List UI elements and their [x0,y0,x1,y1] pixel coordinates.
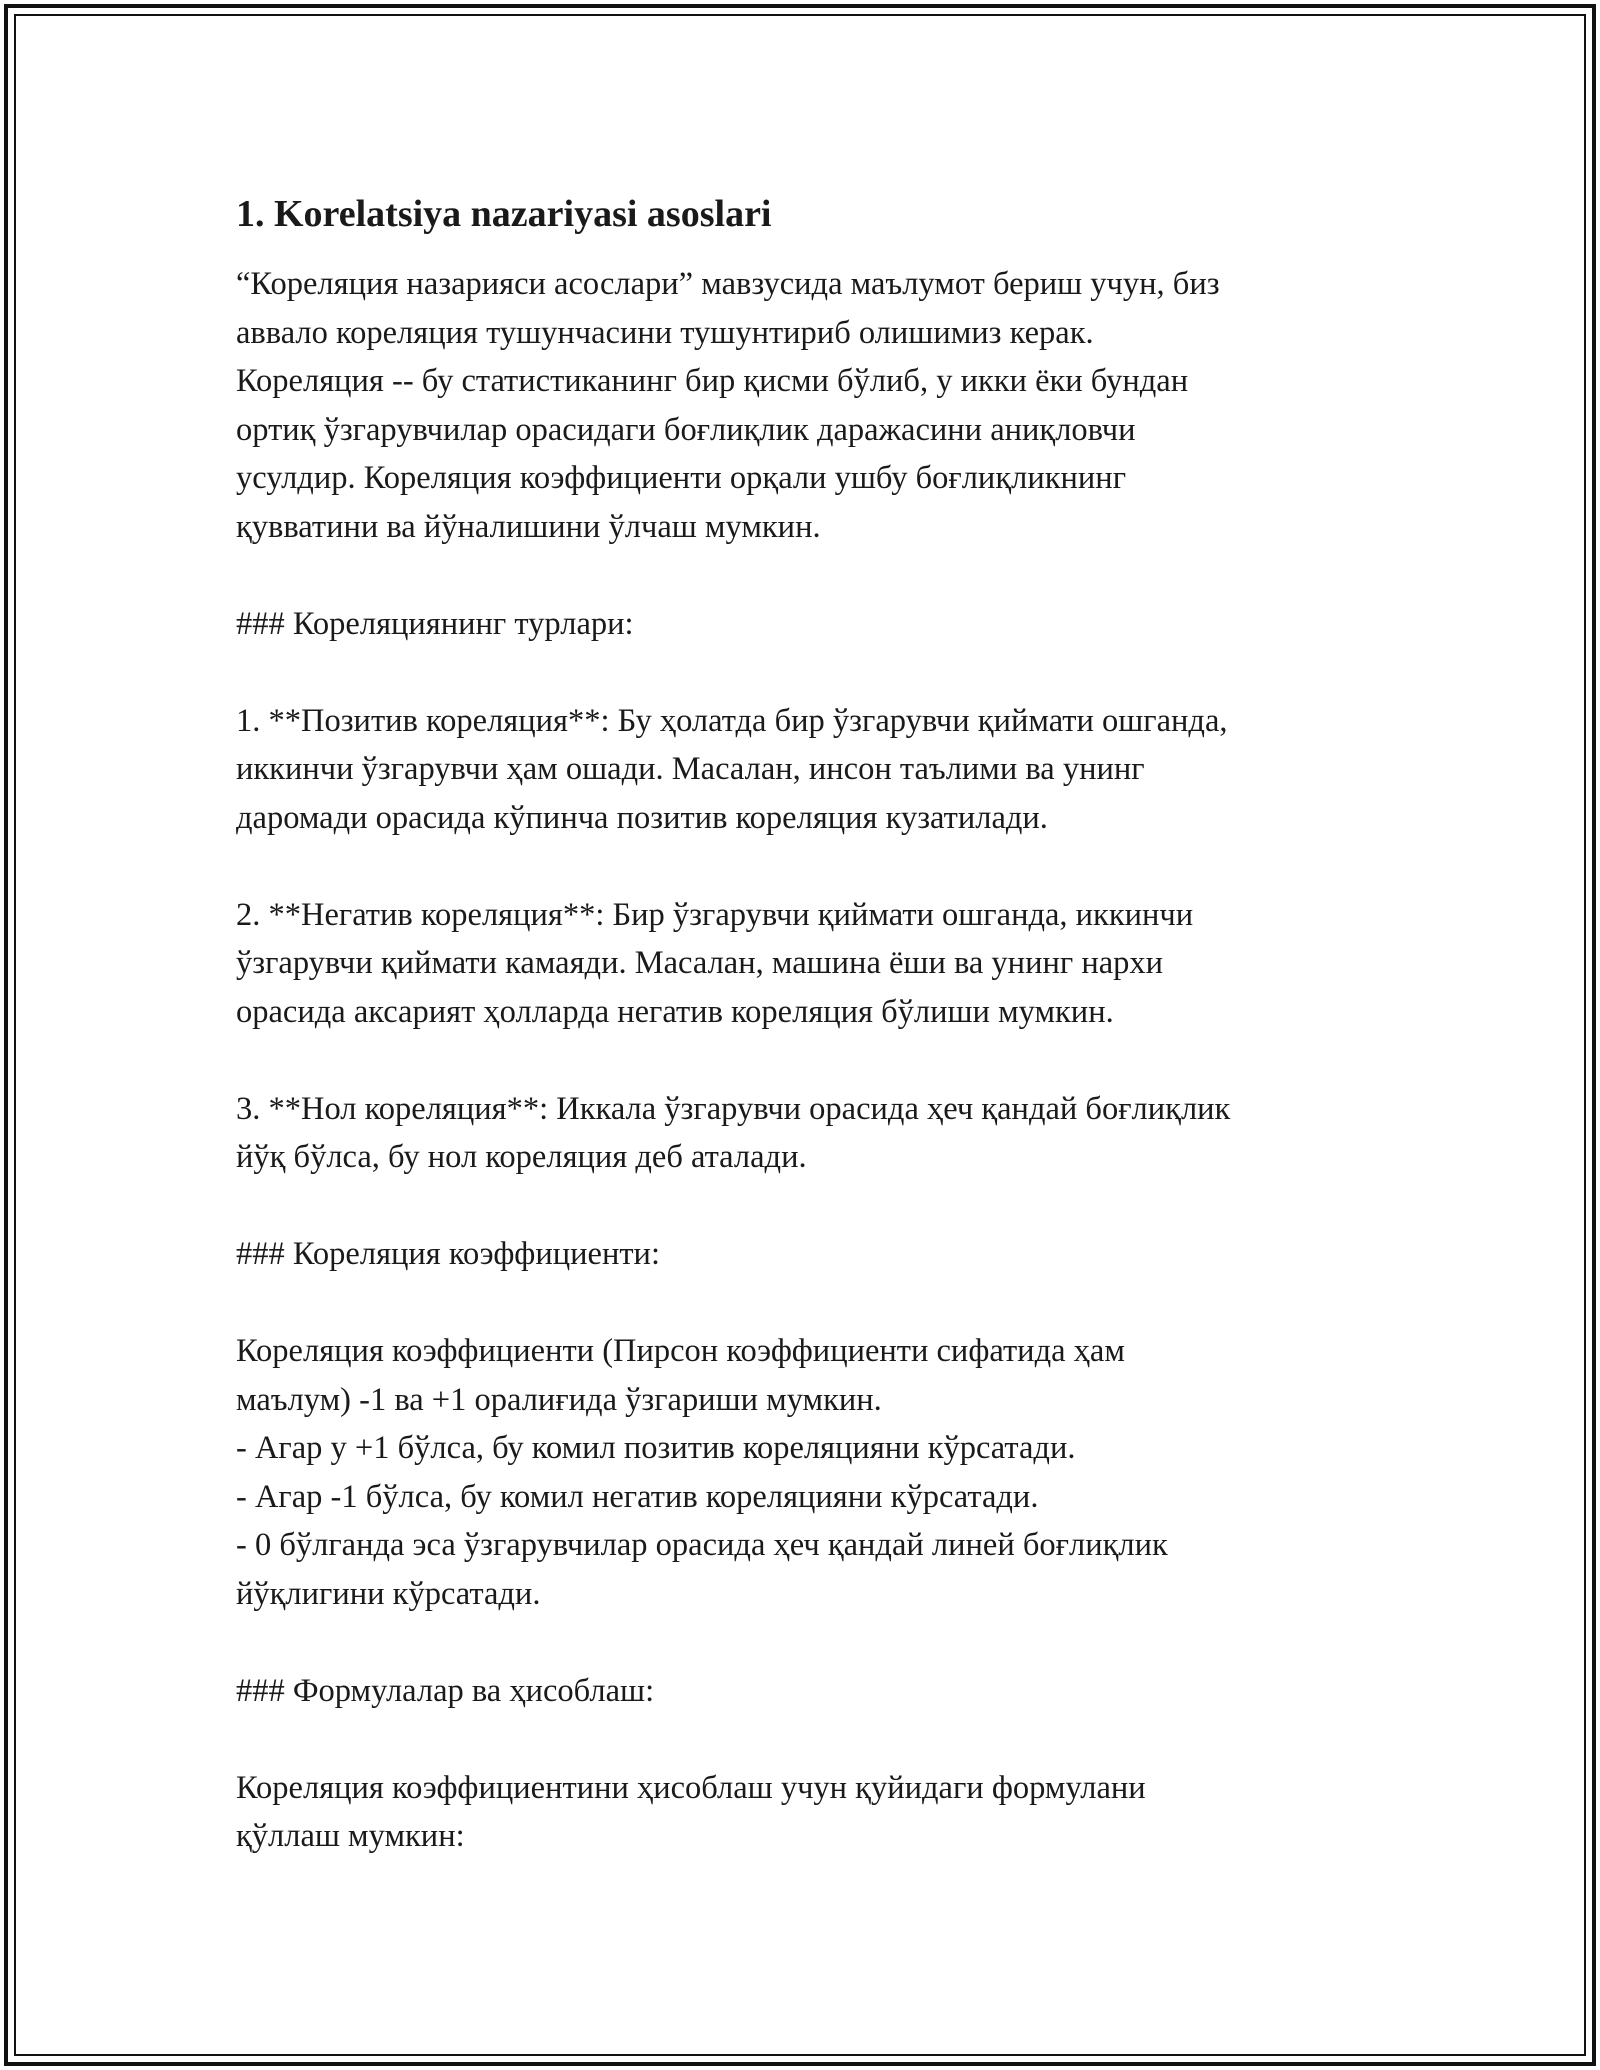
heading-correlation-coefficient: ### Кореляция коэффициенти: [236,1236,660,1272]
formulas-line: қўллаш мумкин: [236,1818,465,1854]
item-line: 2. **Негатив кореляция**: Бир ўзгарувчи қиймати ошганда, иккинчи [236,896,1194,933]
coefficient-paragraph [236,1327,1396,1618]
item-line: ўзгарувчи қиймати камаяди. Масалан, машина ёши ва унинг нархи [236,945,1164,981]
spacer [236,1182,1396,1231]
list-item-positive-correlation [236,697,1396,843]
spacer [236,1279,1396,1328]
item-line: йўқ бўлса, бу нол кореляция деб аталади. [236,1139,807,1175]
item-line: 3. **Нол кореляция**: Иккала ўзгарувчи орасида ҳеч қандай боғлиқлик [236,1090,1231,1127]
document-body [236,186,1396,1861]
spacer [236,1715,1396,1764]
coefficient-line: Кореляция коэффициенти (Пирсон коэффициенти сифатида ҳам [236,1333,1125,1369]
coefficient-line: - 0 бўлганда эса ўзгарувчилар орасида ҳеч қандай линей боғлиқлик [236,1527,1168,1563]
spacer [236,1036,1396,1085]
item-line: иккинчи ўзгарувчи ҳам ошади. Масалан, инсон таълими ва унинг [236,751,1145,787]
spacer [236,551,1396,600]
formulas-paragraph [236,1764,1396,1861]
heading-correlation-types: ### Кореляциянинг турлари: [236,605,634,642]
coefficient-line: - Агар -1 бўлса, бу комил негатив кореляцияни кўрсатади. [236,1478,1039,1515]
heading-formulas: ### Формулалар ва ҳисоблаш: [236,1672,655,1709]
coefficient-line: йўқлигини кўрсатади. [236,1575,541,1612]
intro-line: ортиқ ўзгарувчилар орасидаги боғлиқлик даражасини аниқловчи [236,411,1136,448]
spacer [236,648,1396,697]
item-line: даромади орасида кўпинча позитив кореляция кузатилади. [236,799,1048,836]
coefficient-line: маълум) -1 ва +1 оралиғида ўзгариши мумкин. [236,1381,882,1418]
intro-paragraph [236,260,1396,551]
coefficient-line: - Агар у +1 бўлса, бу комил позитив кореляцияни кўрсатади. [236,1430,1076,1466]
intro-line: аввало кореляция тушунчасини тушунтириб олишимиз керак. [236,314,1094,351]
intro-line: қувватини ва йўналишини ўлчаш мумкин. [236,508,821,545]
formulas-line: Кореляция коэффициентини ҳисоблаш учун қуйидаги формулани [236,1769,1146,1806]
spacer [236,1618,1396,1667]
intro-line: “Кореляция назарияси асослари” мавзусида маълумот бериш учун, биз [236,266,1220,302]
intro-line: усулдир. Кореляция коэффициенти орқали ушбу боғлиқликнинг [236,460,1127,496]
list-item-negative-correlation [236,891,1396,1037]
item-line: орасида аксарият ҳолларда негатив кореляция бўлиши мумкин. [236,993,1114,1030]
spacer [236,842,1396,891]
item-line: 1. **Позитив кореляция**: Бу ҳолатда бир ўзгарувчи қиймати ошганда, [236,702,1228,739]
list-item-zero-correlation [236,1085,1396,1182]
document-title: 1. Korelatsiya nazariyasi asoslari [236,193,772,235]
intro-line: Кореляция -- бу статистиканинг бир қисми бўлиб, у икки ёки бундан [236,363,1189,399]
